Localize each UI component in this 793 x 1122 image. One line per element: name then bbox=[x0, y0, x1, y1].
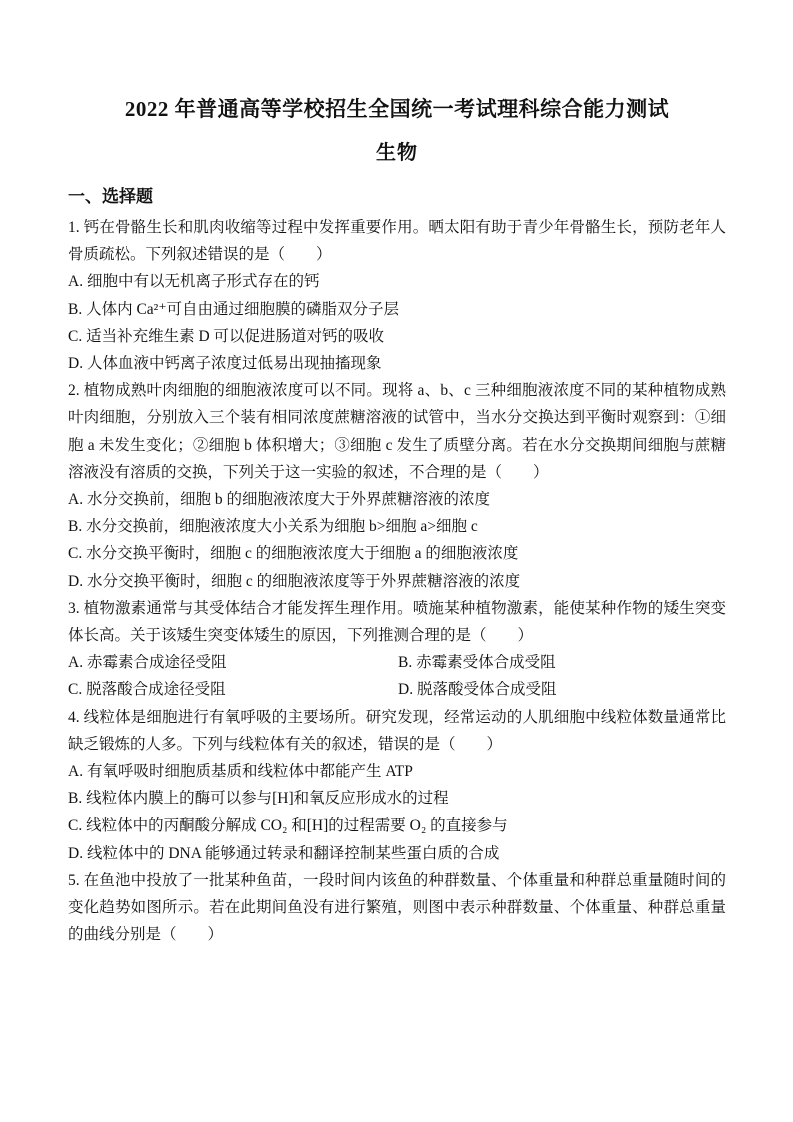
question-1-option-b: B. 人体内 Ca²⁺可自由通过细胞膜的磷脂双分子层 bbox=[68, 300, 400, 318]
question-3-option-b: B. 赤霉素受体合成受阻 bbox=[398, 654, 556, 672]
question-2 bbox=[68, 377, 726, 595]
question-2-option-b: B. 水分交换前，细胞液浓度大小关系为细胞 b>细胞 a>细胞 c bbox=[68, 518, 478, 536]
question-2-option-a: A. 水分交换前，细胞 b 的细胞液浓度大于外界蔗糖溶液的浓度 bbox=[68, 491, 490, 509]
question-2-option-d: D. 水分交换平衡时，细胞 c 的细胞液浓度等于外界蔗糖溶液的浓度 bbox=[68, 572, 521, 590]
question-3-option-c: C. 脱落酸合成途径受阻 bbox=[68, 681, 226, 699]
question-3 bbox=[68, 595, 726, 704]
question-3-option-d: D. 脱落酸受体合成受阻 bbox=[398, 681, 557, 699]
question-4-stem: 4. 线粒体是细胞进行有氧呼吸的主要场所。研究发现，经常运动的人肌细胞中线粒体数量通常比缺乏锻炼的人多。下列与线粒体有关的叙述，错误的是（ ） bbox=[68, 708, 726, 753]
page-title: 2022 年普通高等学校招生全国统一考试理科综合能力测试 bbox=[124, 97, 670, 121]
section-heading: 一、选择题 bbox=[68, 187, 153, 206]
question-1-option-c: C. 适当补充维生素 D 可以促进肠道对钙的吸收 bbox=[68, 327, 385, 345]
question-3-options bbox=[68, 649, 726, 703]
question-3-option-a: A. 赤霉素合成途径受阻 bbox=[68, 654, 227, 672]
question-2-stem: 2. 植物成熟叶肉细胞的细胞液浓度可以不同。现将 a、b、c 三种细胞液浓度不同的某种植物成熟叶肉细胞，分别放入三个装有相同浓度蔗糖溶液的试管中，当水分交换达到平衡时观察到：①细胞 a 未发生变化；②细胞 b 体积增大；③细胞 c 发生了质壁分离。若在水分交换期间细胞与蔗糖溶液没有溶质的交换，下列关于这一实验的叙述，不合理的是（ ） bbox=[68, 382, 726, 481]
question-1-option-d: D. 人体血液中钙离子浓度过低易出现抽搐现象 bbox=[68, 355, 382, 373]
question-4-option-c: C. 线粒体中的丙酮酸分解成 CO₂ 和[H]的过程需要 O₂ 的直接参与 bbox=[68, 817, 508, 835]
question-4-option-b: B. 线粒体内膜上的酶可以参与[H]和氧反应形成水的过程 bbox=[68, 790, 449, 808]
question-4 bbox=[68, 704, 726, 867]
question-5 bbox=[68, 867, 726, 949]
question-1-stem: 1. 钙在骨骼生长和肌肉收缩等过程中发挥重要作用。晒太阳有助于青少年骨骼生长，预防老年人骨质疏松。下列叙述错误的是（ ） bbox=[68, 219, 726, 264]
question-4-option-d: D. 线粒体中的 DNA 能够通过转录和翻译控制某些蛋白质的合成 bbox=[68, 844, 500, 862]
question-1 bbox=[68, 214, 726, 377]
question-2-option-c: C. 水分交换平衡时，细胞 c 的细胞液浓度大于细胞 a 的细胞液浓度 bbox=[68, 545, 519, 563]
question-3-stem: 3. 植物激素通常与其受体结合才能发挥生理作用。喷施某种植物激素，能使某种作物的矮生突变体长高。关于该矮生突变体矮生的原因，下列推测合理的是（ ） bbox=[68, 599, 726, 645]
question-4-option-a: A. 有氧呼吸时细胞质基质和线粒体中都能产生 ATP bbox=[68, 763, 413, 781]
subject-title: 生物 bbox=[376, 142, 418, 164]
question-1-option-a: A. 细胞中有以无机离子形式存在的钙 bbox=[68, 273, 320, 291]
question-5-stem: 5. 在鱼池中投放了一批某种鱼苗，一段时间内该鱼的种群数量、个体重量和种群总重量随时间的变化趋势如图所示。若在此期间鱼没有进行繁殖，则图中表示种群数量、个体重量、种群总重量的曲线分别是（ ） bbox=[68, 871, 726, 944]
